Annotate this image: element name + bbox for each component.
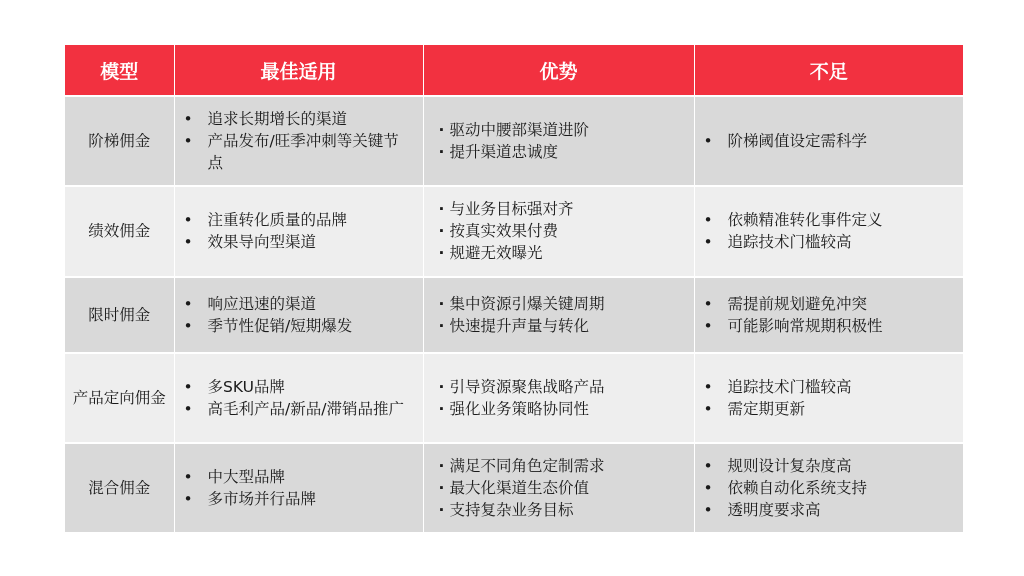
table-row [65, 96, 963, 186]
table-row [65, 186, 963, 278]
list-item: · 快速提升声量与转化 [450, 315, 686, 337]
disadvantages-cell [694, 96, 963, 186]
list-item: · 支持复杂业务目标 [450, 499, 686, 521]
advantages-list [424, 293, 694, 337]
model-name: 绩效佣金 [65, 186, 174, 278]
list-item: · 最大化渠道生态价值 [450, 477, 686, 499]
best-for-cell [174, 96, 423, 186]
disadvantages-list [695, 376, 964, 420]
header-row [65, 45, 963, 96]
list-item: • 高毛利产品/新品/滞销品推广 [208, 398, 413, 420]
advantages-cell [423, 96, 694, 186]
list-item: • 阶梯阈值设定需科学 [728, 130, 956, 152]
best-for-cell [174, 277, 423, 353]
header-model: 模型 [65, 45, 174, 96]
header-best-for: 最佳适用 [174, 45, 423, 96]
list-item: · 强化业务策略协同性 [450, 398, 686, 420]
best-for-list [175, 376, 423, 420]
list-item: · 引导资源聚焦战略产品 [450, 376, 686, 398]
table-row [65, 277, 963, 353]
list-item: · 按真实效果付费 [450, 220, 686, 242]
disadvantages-list [695, 130, 964, 152]
table-body [65, 96, 963, 532]
list-item: • 追踪技术门槛较高 [728, 231, 956, 253]
disadvantages-list [695, 455, 964, 521]
list-item: • 中大型品牌 [208, 466, 413, 488]
model-name: 混合佣金 [65, 443, 174, 532]
list-item: • 注重转化质量的品牌 [208, 209, 413, 231]
list-item: • 效果导向型渠道 [208, 231, 413, 253]
advantages-cell [423, 277, 694, 353]
best-for-cell [174, 186, 423, 278]
model-name: 阶梯佣金 [65, 96, 174, 186]
table-row [65, 353, 963, 444]
advantages-cell [423, 443, 694, 532]
list-item: • 追求长期增长的渠道 [208, 108, 413, 130]
model-name: 限时佣金 [65, 277, 174, 353]
best-for-list [175, 293, 423, 337]
best-for-list [175, 209, 423, 253]
list-item: • 追踪技术门槛较高 [728, 376, 956, 398]
table-row [65, 443, 963, 532]
list-item: • 依赖自动化系统支持 [728, 477, 956, 499]
list-item: · 集中资源引爆关键周期 [450, 293, 686, 315]
list-item: • 需定期更新 [728, 398, 956, 420]
commission-model-table [65, 45, 963, 532]
list-item: • 透明度要求高 [728, 499, 956, 521]
advantages-list [424, 376, 694, 420]
list-item: · 提升渠道忠诚度 [450, 141, 686, 163]
list-item: • 需提前规划避免冲突 [728, 293, 956, 315]
best-for-list [175, 108, 423, 174]
list-item: • 多SKU品牌 [208, 376, 413, 398]
best-for-cell [174, 353, 423, 444]
disadvantages-cell [694, 353, 963, 444]
disadvantages-cell [694, 277, 963, 353]
advantages-cell [423, 353, 694, 444]
list-item: • 规则设计复杂度高 [728, 455, 956, 477]
commission-model-table-wrapper [65, 45, 963, 532]
advantages-list [424, 455, 694, 521]
list-item: • 产品发布/旺季冲刺等关键节点 [208, 130, 413, 174]
best-for-list [175, 466, 423, 510]
advantages-list [424, 119, 694, 163]
list-item: · 驱动中腰部渠道进阶 [450, 119, 686, 141]
list-item: · 规避无效曝光 [450, 242, 686, 264]
disadvantages-cell [694, 186, 963, 278]
header-advantages: 优势 [423, 45, 694, 96]
list-item: · 满足不同角色定制需求 [450, 455, 686, 477]
list-item: • 响应迅速的渠道 [208, 293, 413, 315]
model-name: 产品定向佣金 [65, 353, 174, 444]
list-item: • 季节性促销/短期爆发 [208, 315, 413, 337]
list-item: • 多市场并行品牌 [208, 488, 413, 510]
table-header [65, 45, 963, 96]
disadvantages-list [695, 293, 964, 337]
best-for-cell [174, 443, 423, 532]
disadvantages-cell [694, 443, 963, 532]
advantages-cell [423, 186, 694, 278]
list-item: • 可能影响常规期积极性 [728, 315, 956, 337]
disadvantages-list [695, 209, 964, 253]
list-item: • 依赖精准转化事件定义 [728, 209, 956, 231]
header-disadvantages: 不足 [694, 45, 963, 96]
list-item: · 与业务目标强对齐 [450, 198, 686, 220]
advantages-list [424, 198, 694, 264]
